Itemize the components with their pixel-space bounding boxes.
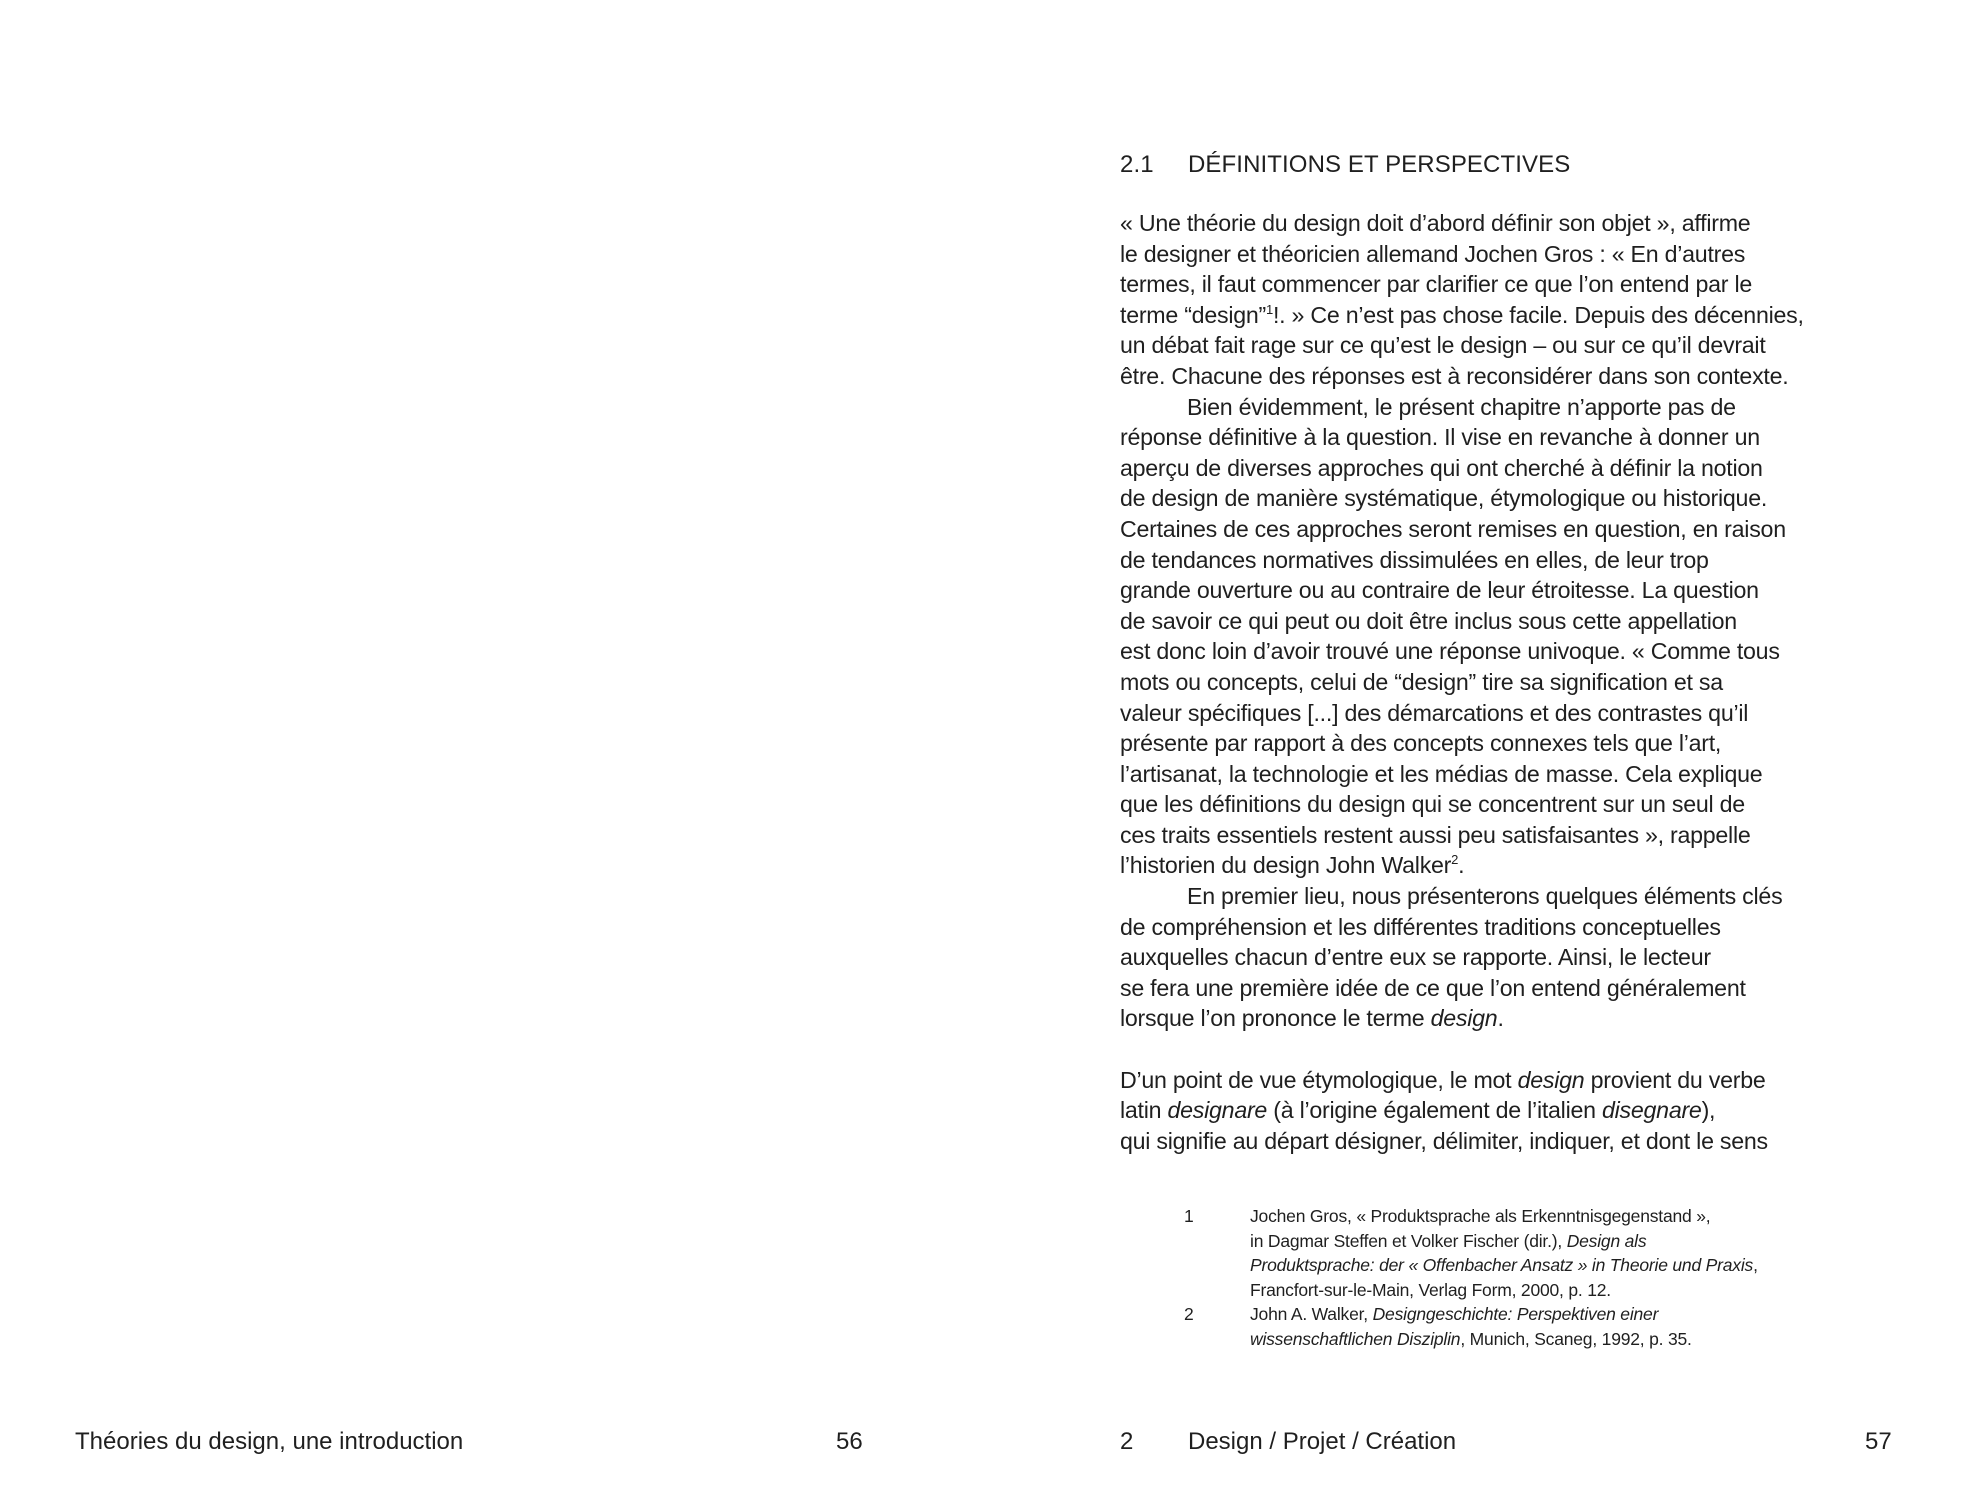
body-line: En premier lieu, nous présenterons quelques éléments clés (1187, 883, 1783, 910)
body-text-fragment: provient du verbe (1584, 1066, 1766, 1093)
body-line: l’artisanat, la technologie et les médias de masse. Cela explique (1120, 760, 1763, 787)
footnote-line: Francfort-sur-le-Main, Verlag Form, 2000, p. 12. (1250, 1279, 1611, 1300)
body-line: de tendances normatives dissimulées en elles, de leur trop (1120, 546, 1709, 573)
footnote-italic: wissenschaftlichen Disziplin (1250, 1328, 1461, 1349)
body-line: de compréhension et les différentes traditions conceptuelles (1120, 913, 1721, 940)
running-title-left: Théories du design, une introduction (75, 1428, 464, 1455)
body-line: valeur spécifiques [...] des démarcations et des contrastes qu’il (1120, 699, 1749, 726)
body-line: de savoir ce qui peut ou doit être inclus sous cette appellation (1120, 607, 1737, 634)
footnote-italic: Design als (1566, 1230, 1647, 1251)
body-line: Bien évidemment, le présent chapitre n’apporte pas de (1187, 393, 1736, 420)
body-line: auxquelles chacun d’entre eux se rapporte. Ainsi, le lecteur (1120, 944, 1711, 971)
body-line: est donc loin d’avoir trouvé une réponse univoque. « Comme tous (1120, 638, 1780, 665)
body-line (1120, 1095, 1910, 1126)
footnote (1184, 1302, 1904, 1351)
body-line: « Une théorie du design doit d’abord définir son objet », affirme (1120, 210, 1751, 236)
running-chapter-number: 2 (1120, 1428, 1134, 1455)
body-line (1120, 300, 1910, 331)
footnote-line (1250, 1302, 1904, 1327)
body-line: un débat fait rage sur ce qu’est le design – ou sur ce qu’il devrait (1120, 332, 1766, 359)
body-line: qui signifie au départ désigner, délimiter, indiquer, et dont le sens (1120, 1127, 1768, 1154)
body-text-fragment: l’historien du design John Walker (1120, 852, 1452, 879)
body-text-fragment: ), (1701, 1097, 1716, 1124)
right-page (984, 0, 1968, 1496)
footnote-fragment: , Munich, Scaneg, 1992, p. 35. (1460, 1328, 1692, 1349)
italic-term: design (1517, 1066, 1585, 1093)
footnotes (1184, 1204, 1904, 1352)
section-title: DÉFINITIONS ET PERSPECTIVES (1188, 151, 1571, 178)
italic-term: design (1430, 1005, 1498, 1032)
body-line: de design de manière systématique, étymologique ou historique. (1120, 485, 1768, 512)
paragraph-gap (1120, 1034, 1910, 1065)
section-number: 2.1 (1120, 151, 1154, 178)
body-line: réponse définitive à la question. Il vise en revanche à donner un (1120, 424, 1760, 451)
footnote-fragment: in Dagmar Steffen et Volker Fischer (dir.), (1250, 1230, 1567, 1251)
italic-term: disegnare (1601, 1097, 1702, 1124)
body-line: ces traits essentiels restent aussi peu satisfaisantes », rappelle (1120, 821, 1751, 848)
footnote-number: 1 (1184, 1206, 1194, 1226)
body-line: mots ou concepts, celui de “design” tire sa signification et sa (1120, 668, 1723, 695)
body-line: l’historien du design John Walker$^2$. (1120, 852, 1465, 879)
footnote-reference[interactable]: 1 (1266, 301, 1273, 317)
body-text (1120, 208, 1910, 1156)
body-line: aperçu de diverses approches qui ont cherché à définir la notion (1120, 454, 1763, 481)
body-text-fragment: D’un point de vue étymologique, le mot (1120, 1066, 1518, 1093)
body-line: présente par rapport à des concepts connexes tels que l’art, (1120, 730, 1722, 757)
footnote-line (1250, 1327, 1904, 1352)
footnote-fragment: , (1753, 1255, 1758, 1276)
body-text-fragment: latin (1120, 1097, 1168, 1124)
body-text-fragment: lorsque l’on prononce le terme (1120, 1005, 1431, 1032)
body-text-fragment: (à l’origine également de l’italien (1267, 1097, 1602, 1124)
page-number-right: 57 (1865, 1428, 1892, 1455)
section-heading (1120, 150, 1570, 180)
page-number-left: 56 (836, 1428, 863, 1455)
footnote-fragment: John A. Walker, (1250, 1304, 1373, 1325)
body-line: être. Chacune des réponses est à reconsidérer dans son contexte. (1120, 362, 1789, 389)
footnote-number: 2 (1184, 1304, 1194, 1325)
body-line: que les définitions du design qui se concentrent sur un seul de (1120, 791, 1745, 818)
italic-term: designare (1167, 1097, 1268, 1124)
body-text-fragment: !. » Ce n’est pas chose facile. Depuis des décennies, (1272, 301, 1804, 328)
footnote-italic: Designgeschichte: Perspektiven einer (1372, 1304, 1659, 1325)
body-line (1120, 1065, 1910, 1096)
running-title-right: Design / Projet / Création (1188, 1428, 1457, 1455)
body-line: grande ouverture ou au contraire de leur étroitesse. La question (1120, 577, 1759, 604)
body-line (1120, 1003, 1910, 1034)
footnote (1184, 1204, 1904, 1302)
body-line: Certaines de ces approches seront remises en question, en raison (1120, 515, 1786, 542)
footnote-line (1250, 1253, 1904, 1278)
footnote-italic: Produktsprache: der « Offenbacher Ansatz » in Theorie und Praxis (1250, 1255, 1754, 1276)
footnote-line: Jochen Gros, « Produktsprache als Erkenntnisgegenstand », (1250, 1206, 1711, 1226)
footnote-reference[interactable]: 2 (1451, 852, 1459, 868)
body-text-fragment: . (1497, 1005, 1504, 1032)
body-text-fragment: terme “design” (1120, 301, 1266, 328)
body-line: se fera une première idée de ce que l’on entend généralement (1120, 974, 1746, 1001)
body-line: termes, il faut commencer par clarifier ce que l’on entend par le (1120, 271, 1753, 298)
footnote-line (1250, 1229, 1904, 1254)
body-line: le designer et théoricien allemand Jochen Gros : « En d’autres (1120, 240, 1746, 267)
